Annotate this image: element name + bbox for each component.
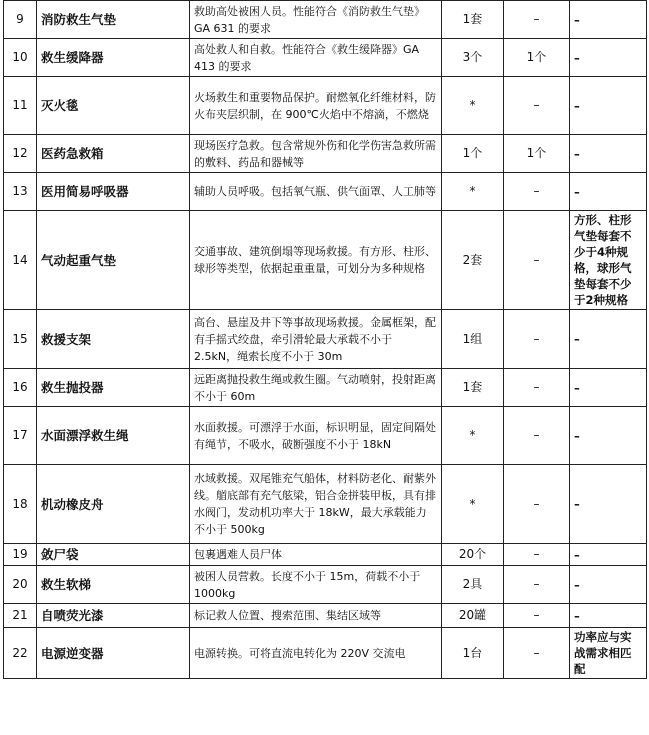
equipment-quantity: 2套 [442,211,504,310]
row-number: 14 [4,211,37,310]
remark: – [570,77,647,135]
standard-quantity: 1个 [504,39,570,77]
standard-quantity: – [504,544,570,566]
row-number: 12 [4,135,37,173]
standard-quantity: – [504,566,570,604]
equipment-quantity: 1个 [442,135,504,173]
table-row [4,211,647,310]
equipment-quantity: * [442,77,504,135]
equipment-description: 交通事故、建筑倒塌等现场救援。有方形、柱形、球形等类型，依据起重重量，可划分为多种规格 [190,211,442,310]
row-number: 11 [4,77,37,135]
row-number: 17 [4,407,37,465]
equipment-description: 救助高处被困人员。性能符合《消防救生气垫》GA 631 的要求 [190,1,442,39]
table-row [4,566,647,604]
equipment-description: 辅助人员呼吸。包括氧气瓶、供气面罩、人工肺等 [190,173,442,211]
equipment-quantity: 1台 [442,628,504,679]
equipment-description: 包裹遇难人员尸体 [190,544,442,566]
equipment-quantity: * [442,465,504,544]
table-row [4,310,647,369]
equipment-quantity: * [442,173,504,211]
equipment-quantity: 1组 [442,310,504,369]
standard-quantity: – [504,369,570,407]
standard-quantity: – [504,628,570,679]
remark: – [570,566,647,604]
equipment-name: 救援支架 [37,310,190,369]
table-row [4,1,647,39]
equipment-name: 灭火毯 [37,77,190,135]
equipment-name: 电源逆变器 [37,628,190,679]
equipment-name: 救生缓降器 [37,39,190,77]
equipment-quantity: 20个 [442,544,504,566]
remark: – [570,369,647,407]
row-number: 15 [4,310,37,369]
table-row [4,604,647,628]
table-row [4,135,647,173]
equipment-description: 火场救生和重要物品保护。耐燃氧化纤维材料，防火布夹层织制，在 900℃火焰中不熔滴，不燃烧 [190,77,442,135]
table-row [4,407,647,465]
equipment-quantity: 3个 [442,39,504,77]
row-number: 20 [4,566,37,604]
remark: – [570,407,647,465]
standard-quantity: – [504,407,570,465]
remark: 方形、柱形气垫每套不少于4种规格，球形气垫每套不少于2种规格 [570,211,647,310]
remark: – [570,604,647,628]
equipment-table [3,0,647,679]
table-row [4,173,647,211]
remark: – [570,310,647,369]
equipment-description: 现场医疗急救。包含常规外伤和化学伤害急救所需的敷料、药品和器械等 [190,135,442,173]
table-row [4,77,647,135]
standard-quantity: – [504,173,570,211]
equipment-quantity: * [442,407,504,465]
equipment-description: 高台、悬崖及井下等事故现场救援。金属框架，配有手摇式绞盘，牵引滑轮最大承载不小于 2.5kN，绳索长度不小于 30m [190,310,442,369]
table-row [4,628,647,679]
equipment-name: 敛尸袋 [37,544,190,566]
row-number: 21 [4,604,37,628]
standard-quantity: – [504,310,570,369]
equipment-description: 高处救人和自救。性能符合《救生缓降器》GA 413 的要求 [190,39,442,77]
equipment-name: 气动起重气垫 [37,211,190,310]
equipment-name: 医用简易呼吸器 [37,173,190,211]
remark: – [570,39,647,77]
standard-quantity: – [504,465,570,544]
equipment-name: 救生软梯 [37,566,190,604]
table-row [4,369,647,407]
table-body [4,1,647,679]
equipment-description: 水面救援。可漂浮于水面，标识明显，固定间隔处有绳节，不吸水，破断强度不小于 18kN [190,407,442,465]
standard-quantity: – [504,1,570,39]
equipment-name: 自喷荧光漆 [37,604,190,628]
remark: 功率应与实战需求相匹配 [570,628,647,679]
row-number: 22 [4,628,37,679]
equipment-quantity: 1套 [442,369,504,407]
equipment-description: 标记救人位置、搜索范围、集结区域等 [190,604,442,628]
equipment-description: 电源转换。可将直流电转化为 220V 交流电 [190,628,442,679]
row-number: 13 [4,173,37,211]
equipment-quantity: 1套 [442,1,504,39]
standard-quantity: – [504,77,570,135]
equipment-name: 消防救生气垫 [37,1,190,39]
row-number: 16 [4,369,37,407]
equipment-description: 远距离抛投救生绳或救生圈。气动喷射，投射距离不小于 60m [190,369,442,407]
equipment-name: 水面漂浮救生绳 [37,407,190,465]
standard-quantity: 1个 [504,135,570,173]
table-row [4,544,647,566]
row-number: 10 [4,39,37,77]
equipment-description: 水域救援。双尾锥充气船体，材料防老化、耐紫外线。艏底部有充气舷梁，铝合金拼装甲板，具有排水阀门，发动机功率大于 18kW，最大承载能力不小于 500kg [190,465,442,544]
row-number: 19 [4,544,37,566]
row-number: 9 [4,1,37,39]
table-row [4,39,647,77]
row-number: 18 [4,465,37,544]
equipment-quantity: 20罐 [442,604,504,628]
remark: – [570,465,647,544]
equipment-quantity: 2具 [442,566,504,604]
table-row [4,465,647,544]
standard-quantity: – [504,211,570,310]
remark: – [570,1,647,39]
remark: – [570,173,647,211]
equipment-description: 被困人员营救。长度不小于 15m，荷载不小于 1000kg [190,566,442,604]
standard-quantity: – [504,604,570,628]
equipment-name: 医药急救箱 [37,135,190,173]
remark: – [570,135,647,173]
equipment-name: 机动橡皮舟 [37,465,190,544]
remark: – [570,544,647,566]
equipment-name: 救生抛投器 [37,369,190,407]
